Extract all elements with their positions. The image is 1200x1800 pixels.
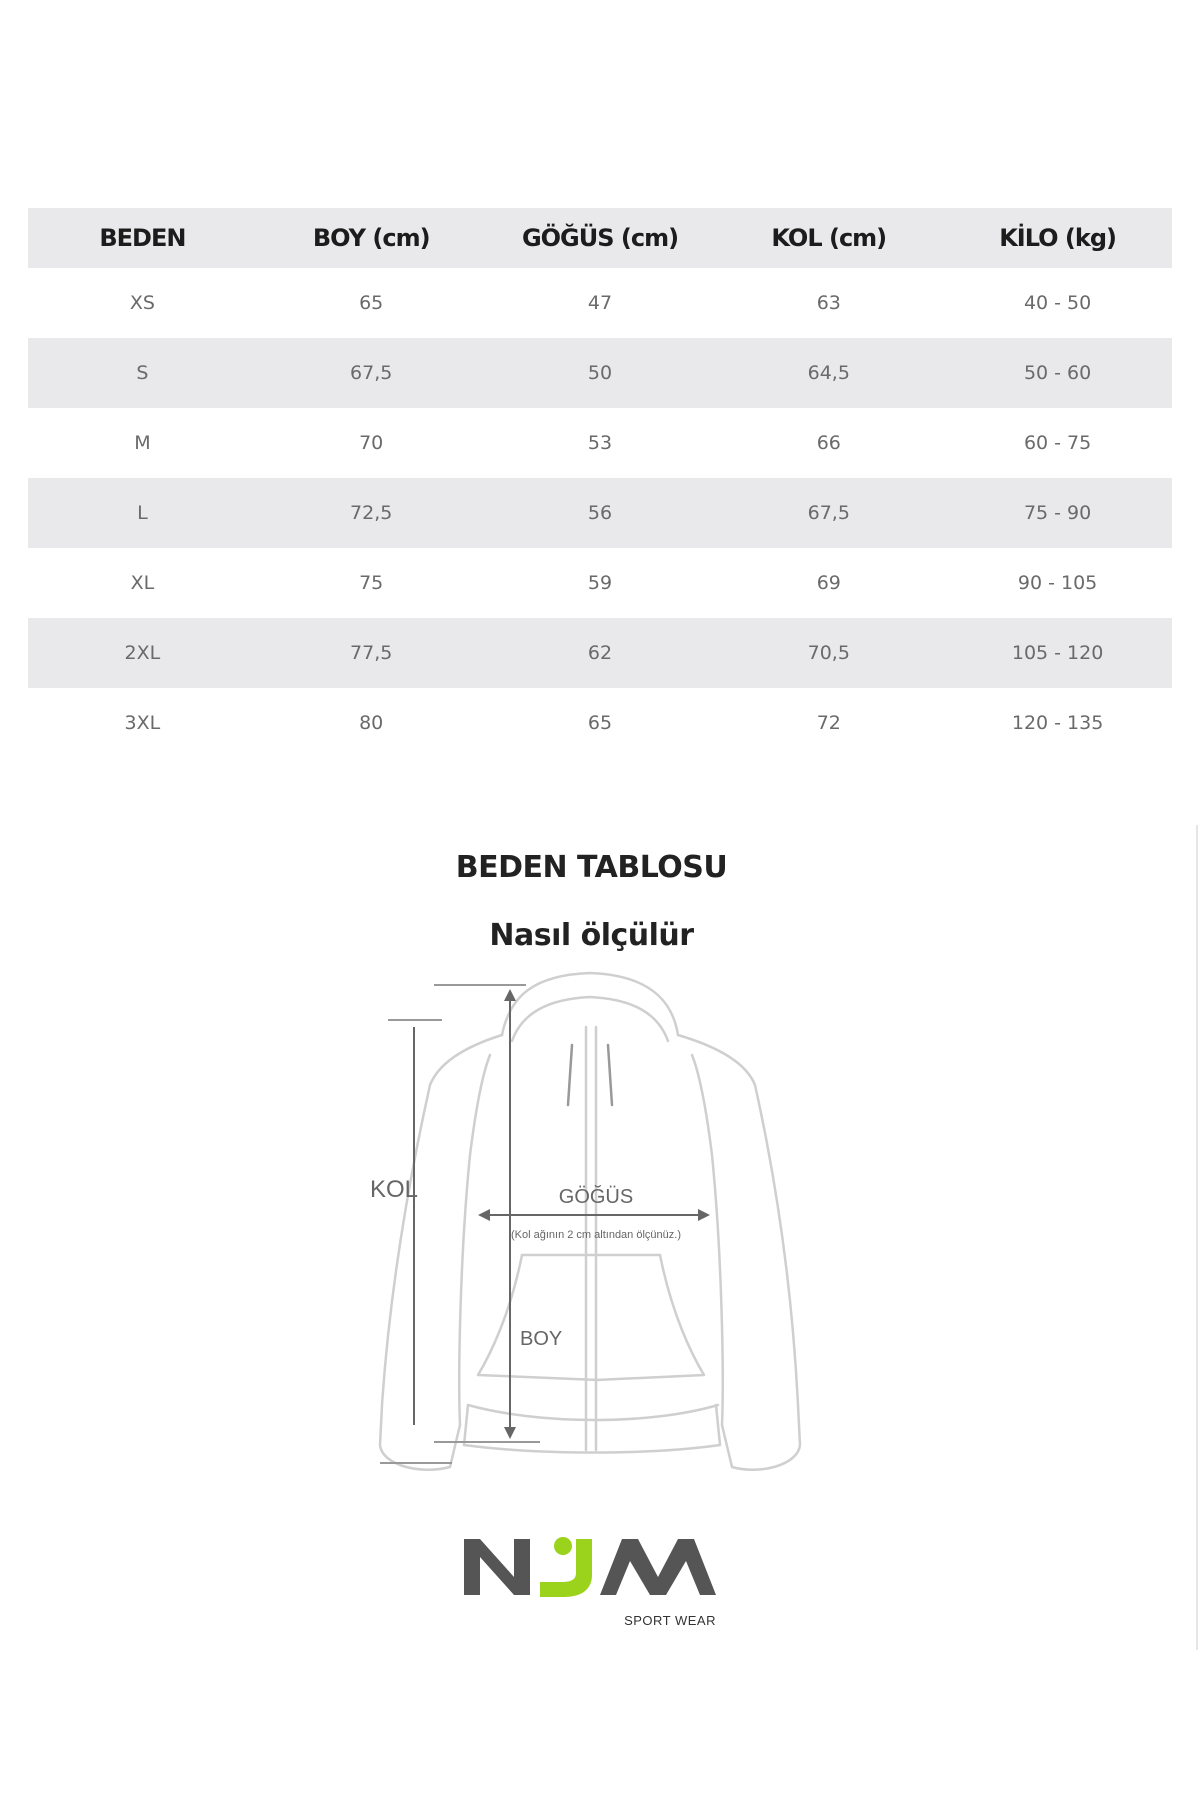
table-row xyxy=(28,268,1172,338)
table-row xyxy=(28,338,1172,408)
cell-gogus: 47 xyxy=(587,292,613,314)
cell-kol: 69 xyxy=(816,572,841,594)
cell-kilo: 75 - 90 xyxy=(943,478,1172,548)
hoodie-outline xyxy=(380,973,800,1470)
cell-kilo: 50 - 60 xyxy=(943,338,1172,408)
kol-label: KOL xyxy=(370,1176,419,1203)
cell-beden: S xyxy=(28,338,257,408)
cell-gogus: 65 xyxy=(587,712,613,734)
cell-beden: XS xyxy=(129,292,155,314)
hoodie-measurement-diagram xyxy=(360,955,840,1495)
cell-kilo: 120 - 135 xyxy=(1011,712,1104,734)
page-title: BEDEN TABLOSU xyxy=(455,850,728,885)
table-header-row xyxy=(28,208,1172,268)
cell-gogus: 53 xyxy=(587,432,613,454)
table-row xyxy=(28,548,1172,618)
cell-kilo: 40 - 50 xyxy=(1023,292,1092,314)
logo-letter-m xyxy=(600,1539,716,1595)
cell-beden: L xyxy=(28,478,257,548)
cell-beden: 2XL xyxy=(28,618,257,688)
logo-letter-u xyxy=(540,1537,592,1597)
gogus-note: (Kol ağının 2 cm altından ölçünüz.) xyxy=(511,1229,681,1241)
cell-boy: 75 xyxy=(359,572,384,594)
cell-kilo: 60 - 75 xyxy=(1023,432,1092,454)
cell-gogus: 62 xyxy=(486,618,715,688)
logo-letter-n xyxy=(464,1539,530,1595)
brand-logo xyxy=(460,1525,720,1635)
gogus-label: GÖĞÜS xyxy=(558,1186,634,1208)
cell-boy: 65 xyxy=(359,292,384,314)
right-divider xyxy=(1196,825,1198,1650)
column-header-kol: KOL (cm) xyxy=(714,208,943,268)
table-row xyxy=(28,408,1172,478)
page-subtitle: Nasıl ölçülür xyxy=(489,918,694,953)
cell-kilo: 105 - 120 xyxy=(943,618,1172,688)
brand-tagline: SPORT WEAR xyxy=(624,1613,716,1628)
cell-gogus: 59 xyxy=(587,572,613,594)
cell-gogus: 56 xyxy=(486,478,715,548)
table-row xyxy=(28,478,1172,548)
size-table xyxy=(28,208,1172,758)
boy-label: BOY xyxy=(520,1328,563,1350)
cell-kol: 72 xyxy=(816,712,841,734)
cell-boy: 67,5 xyxy=(257,338,486,408)
column-header-beden: BEDEN xyxy=(28,208,257,268)
cell-kol: 70,5 xyxy=(714,618,943,688)
boy-measure-line xyxy=(434,985,540,1442)
cell-boy: 72,5 xyxy=(257,478,486,548)
cell-boy: 80 xyxy=(359,712,384,734)
cell-kilo: 90 - 105 xyxy=(1017,572,1098,594)
cell-beden: M xyxy=(134,432,151,454)
kol-measure-line xyxy=(380,1020,452,1463)
table-row xyxy=(28,618,1172,688)
cell-beden: 3XL xyxy=(124,712,161,734)
cell-beden: XL xyxy=(130,572,155,594)
cell-boy: 77,5 xyxy=(257,618,486,688)
column-header-boy: BOY (cm) xyxy=(257,208,486,268)
cell-gogus: 50 xyxy=(486,338,715,408)
cell-kol: 64,5 xyxy=(714,338,943,408)
cell-kol: 63 xyxy=(816,292,841,314)
cell-boy: 70 xyxy=(359,432,384,454)
column-header-kilo: KİLO (kg) xyxy=(943,208,1172,268)
table-row xyxy=(28,688,1172,758)
cell-kol: 67,5 xyxy=(714,478,943,548)
cell-kol: 66 xyxy=(816,432,841,454)
column-header-gogus: GÖĞÜS (cm) xyxy=(486,208,715,268)
